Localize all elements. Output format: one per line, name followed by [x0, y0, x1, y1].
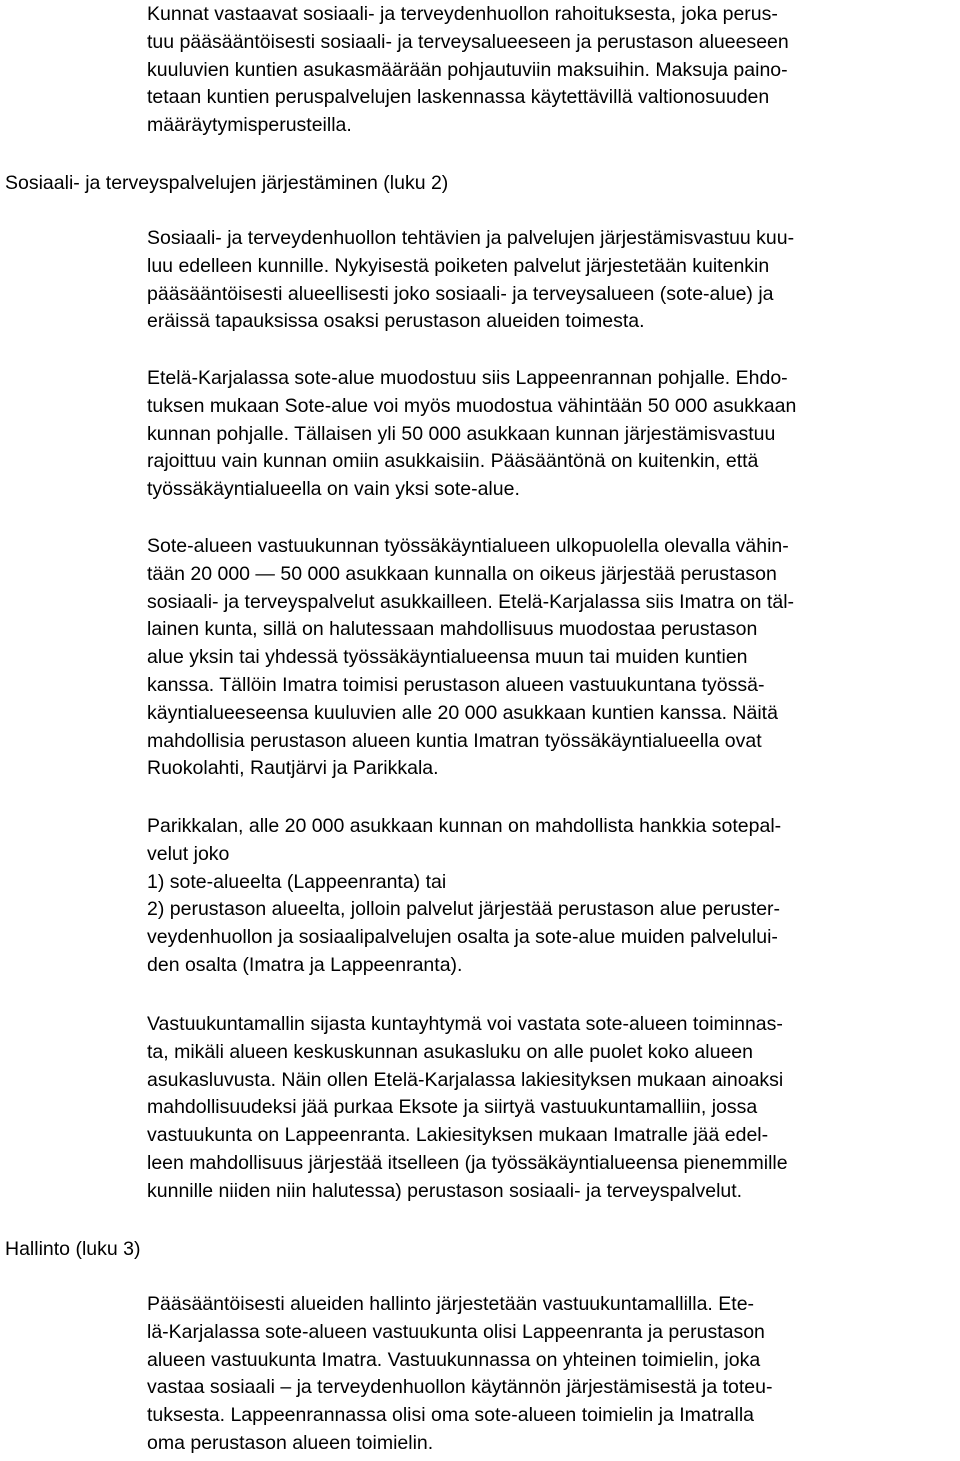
- text-line: 1) sote-alueelta (Lappeenranta) tai: [147, 870, 447, 893]
- text-line: den osalta (Imatra ja Lappeenranta).: [147, 953, 463, 976]
- text-line: Parikkalan, alle 20 000 asukkaan kunnan on mahdollista hankkia sotepal-: [147, 815, 782, 837]
- text-line: lainen kunta, sillä on halutessaan mahdollisuus muodostaa perustason: [147, 618, 758, 641]
- text-line: kanssa. Tällöin Imatra toimisi perustason alueen vastuukuntana työssä-: [147, 673, 765, 696]
- text-line: määräytymisperusteilla.: [147, 114, 352, 137]
- text-line: työssäkäyntialueella on vain yksi sote-alue.: [147, 478, 520, 501]
- text-line: lä-Karjalassa sote-alueen vastuukunta olisi Lappeenranta ja perustason: [147, 1320, 765, 1343]
- section-3-paragraph-1: [147, 1291, 953, 1458]
- section-2-paragraph-4: [147, 813, 953, 980]
- text-line: leen mahdollisuus järjestää itselleen (ja työssäkäyntialueensa pienemmille: [147, 1151, 788, 1174]
- text-line: vastaa sosiaali – ja terveydenhuollon käytännön järjestämisestä ja toteu-: [147, 1376, 773, 1399]
- text-line: Pääsääntöisesti alueiden hallinto järjestetään vastuukuntamallilla. Ete-: [147, 1293, 755, 1315]
- text-line: käyntialueeseensa kuuluvien alle 20 000 asukkaan kuntien kanssa. Näitä: [147, 701, 778, 724]
- text-line: Etelä-Karjalassa sote-alue muodostuu siis Lappeenrannan pohjalle. Ehdo-: [147, 367, 788, 389]
- text-line: ta, mikäli alueen keskuskunnan asukasluku on alle puolet koko alueen: [147, 1040, 753, 1063]
- text-line: 2) perustason alueelta, jolloin palvelut järjestää perustason alue peruster-: [147, 898, 781, 921]
- text-line: kunnille niiden niin halutessa) perustason sosiaali- ja terveyspalvelut.: [147, 1179, 743, 1202]
- text-line: Vastuukuntamallin sijasta kuntayhtymä voi vastata sote-alueen toiminnas-: [147, 1013, 783, 1035]
- text-line: tuksesta. Lappeenrannassa olisi oma sote-alueen toimielin ja Imatralla: [147, 1404, 755, 1427]
- text-line: Sosiaali- ja terveydenhuollon tehtävien ja palvelujen järjestämisvastuu kuu-: [147, 227, 795, 249]
- text-line: alueen vastuukunta Imatra. Vastuukunnassa on yhteinen toimielin, joka: [147, 1348, 761, 1371]
- text-line: alue yksin tai yhdessä työssäkäyntialueensa muun tai muiden kuntien: [147, 646, 748, 669]
- text-line: tään 20 000 — 50 000 asukkaan kunnalla on oikeus järjestää perustason: [147, 562, 777, 585]
- text-line: oma perustason alueen toimielin.: [147, 1431, 434, 1454]
- text-line: kuuluvien kuntien asukasmäärään pohjautuviin maksuihin. Maksuja paino-: [147, 58, 788, 81]
- intro-paragraph: [147, 1, 953, 140]
- text-line: pääsääntöisesti alueellisesti joko sosiaali- ja terveysalueen (sote-alue) ja: [147, 282, 774, 305]
- section-heading-luku-3: Hallinto (luku 3): [5, 1238, 141, 1260]
- text-line: tetaan kuntien peruspalvelujen laskennassa käytettävillä valtionosuuden: [147, 86, 770, 109]
- text-line: tuksen mukaan Sote-alue voi myös muodostua vähintään 50 000 asukkaan: [147, 394, 797, 417]
- text-line: luu edelleen kunnille. Nykyisestä poiketen palvelut järjestetään kuitenkin: [147, 254, 770, 277]
- section-2-paragraph-5: [147, 1011, 953, 1206]
- text-line: rajoittuu vain kunnan omiin asukkaisiin. Pääsääntönä on kuitenkin, että: [147, 450, 759, 473]
- text-line: eräissä tapauksissa osaksi perustason alueiden toimesta.: [147, 310, 645, 333]
- text-line: mahdollisuudeksi jää purkaa Eksote ja siirtyä vastuukuntamalliin, jossa: [147, 1096, 758, 1119]
- section-heading-luku-2: Sosiaali- ja terveyspalvelujen järjestäminen (luku 2): [5, 172, 449, 194]
- text-line: asukasluvusta. Näin ollen Etelä-Karjalassa lakiesityksen mukaan ainoaksi: [147, 1068, 784, 1091]
- text-line: mahdollisia perustason alueen kuntia Imatran työssäkäyntialueella ovat: [147, 729, 762, 752]
- section-2-paragraph-3: [147, 533, 953, 783]
- text-line: Kunnat vastaavat sosiaali- ja terveydenhuollon rahoituksesta, joka perus-: [147, 3, 778, 25]
- text-line: vastuukunta on Lappeenranta. Lakiesityksen mukaan Imatralle jää edel-: [147, 1124, 769, 1147]
- text-line: kunnan pohjalle. Tällaisen yli 50 000 asukkaan kunnan järjestämisvastuu: [147, 422, 776, 445]
- section-2-paragraph-1: [147, 225, 953, 336]
- text-line: veydenhuollon ja sosiaalipalvelujen osalta ja sote-alue muiden palvelului-: [147, 926, 778, 949]
- section-2-paragraph-2: [147, 365, 953, 504]
- text-line: tuu pääsääntöisesti sosiaali- ja terveysalueeseen ja perustason alueeseen: [147, 30, 789, 53]
- text-line: Ruokolahti, Rautjärvi ja Parikkala.: [147, 757, 439, 780]
- text-line: sosiaali- ja terveyspalvelut asukkailleen. Etelä-Karjalassa siis Imatra on täl-: [147, 590, 795, 613]
- text-line: velut joko: [147, 842, 230, 865]
- text-line: Sote-alueen vastuukunnan työssäkäyntialueen ulkopuolella olevalla vähin-: [147, 535, 789, 557]
